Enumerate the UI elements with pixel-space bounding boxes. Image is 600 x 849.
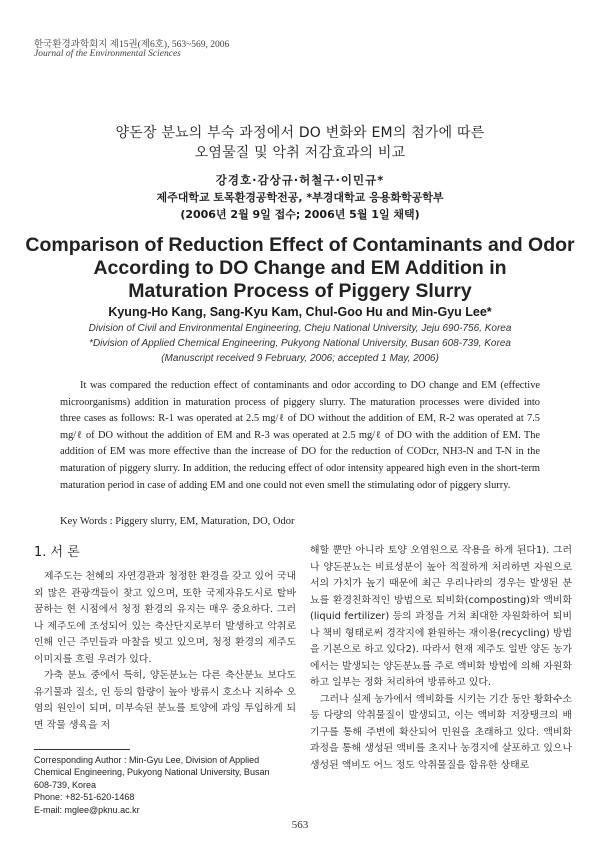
english-title-line-1: Comparison of Reduction Effect of Contaminants and Odor: [25, 234, 575, 256]
left-column: [34, 543, 296, 734]
right-column: [310, 543, 572, 774]
page-number: 563: [291, 819, 309, 831]
korean-affiliation: 제주대학교 토목환경공학전공, *부경대학교 응용화학공학부: [156, 191, 444, 204]
corr-line-1: Corresponding Author : Min-Gyu Lee, Division of Applied: [34, 755, 260, 765]
korean-title-line-2: 오염물질 및 악취 저감효과의 비교: [194, 145, 406, 161]
section-heading: 1. 서 론: [34, 545, 80, 560]
corr-phone: Phone: +82-51-620-1468: [34, 792, 135, 803]
correspondence-footnote: [34, 754, 304, 816]
intro-paragraph-4: 그러나 실제 농가에서 액비화를 시키는 기간 동안 황화수소 등 다량의 악취물질이 발생되고, 이는 액비화 저장탱크의 배기구를 통해 주변에 확산되어 민원을 초래하고 있다. 액비화 과정을 통해 생성된 액비를 초지나 농경지에 살포하고 있으나 생성된 액비도 어느 정도 악취물질을 함유한 상태로: [310, 693, 572, 771]
intro-paragraph-2: 가축 분뇨 중에서 특히, 양돈분뇨는 다른 축산분뇨 보다도 유기물과 질소, 인 등의 함량이 높아 방류시 호소나 지하수 오염의 원인이 되며, 미부숙된 분뇨를 토양에 과잉 투입하게 되면 작물 생육을 저: [34, 670, 296, 731]
journal-citation: 한국환경과학회지 제15권(제6호), 563~569, 2006: [34, 40, 230, 50]
corr-line-3: 608-739, Korea: [34, 779, 97, 790]
english-title-line-2: According to DO Change and EM Addition in: [93, 257, 507, 279]
journal-name: Journal of the Environmental Sciences: [34, 49, 181, 59]
intro-paragraph-3: 해할 뿐만 아니라 토양 오염원으로 작용을 하게 된다1). 그러나 양돈분뇨는 비료성분이 높아 적절하게 처리하면 자원으로서의 가치가 높기 때문에 최근 우리나라의 경우는 발생된 분뇨를 환경친화적인 방법으로 퇴비화(composting)와 액비화(liquid fertilizer) 등의 과정을 거쳐 최대한 자원화하여 퇴비나 책비 형태로써 경작지에 환원하는 재이용(recycling) 방법을 기본으로 하고 있다2). 따라서 현재 제주도 일반 양돈 농가에서는 발생되는 양돈분뇨를 주로 액비화 방법에 의해 자원화하고 일부는 정화 처리하여 방류하고 있다.: [310, 545, 572, 688]
abstract: It was compared the reduction effect of contaminants and odor according to DO change and EM (effective microorganisms) addition in maturation process of piggery slurry. The maturation processes were divided into three cases as follows: R-1 was operated at 2.5 mg/ℓ of DO without the addition of EM, R-2 was operated at 7.5 mg/ℓ of DO without the addition of EM and R-3 was operated at 2.5 mg/ℓ of DO with the addition of EM. The addition of EM was more effective than the increase of DO for the reduction of CODcr, NH3-N and T-N in the maturation of piggery slurry. In addition, the reducing effect of odor intensity appeared high even in the short-term maturation period in case of adding EM and one could not even smell the stimulating odor of piggery slurry.: [60, 380, 540, 491]
korean-dates: (2006년 2월 9일 접수; 2006년 5월 1일 채택): [180, 208, 420, 221]
english-title-line-3: Maturation Process of Piggery Slurry: [128, 280, 472, 302]
english-affiliation-1: Division of Civil and Environmental Engineering, Cheju National University, Jeju 690-756, Korea: [88, 323, 512, 334]
footnote-divider: [34, 749, 130, 750]
corr-email: E-mail: mglee@pknu.ac.kr: [34, 804, 140, 815]
english-affiliation-2: *Division of Applied Chemical Engineering, Pukyong National University, Busan 608-739, Korea: [89, 338, 511, 349]
manuscript-dates: (Manuscript received 9 February, 2006; accepted 1 May, 2006): [161, 353, 439, 364]
korean-title-line-1: 양돈장 분뇨의 부숙 과정에서 DO 변화와 EM의 첨가에 따른: [115, 125, 485, 141]
english-authors: Kyung-Ho Kang, Sang-Kyu Kam, Chul-Goo Hu and Min-Gyu Lee*: [108, 305, 492, 319]
intro-paragraph-1: 제주도는 천혜의 자연경관과 청정한 환경을 갖고 있어 국내외 많은 관광객들이 찾고 있으며, 또한 국제자유도시로 탈바꿈하는 현 시점에서 청정 환경의 유지는 매우 중요하다. 그러나 제주도에 조성되어 있는 축산단지로부터 발생하고 악취로 인해 인근 주민들과 마찰을 빚고 있으며, 청정 환경의 제주도 이미지를 흐릴 우려가 있다.: [34, 571, 296, 665]
keywords: Key Words : Piggery slurry, EM, Maturation, DO, Odor: [60, 516, 295, 527]
korean-authors: 강경호·감상규·허철구·이민규*: [215, 173, 385, 187]
corr-line-2: Chemical Engineering, Pukyong National University, Busan: [34, 767, 270, 778]
